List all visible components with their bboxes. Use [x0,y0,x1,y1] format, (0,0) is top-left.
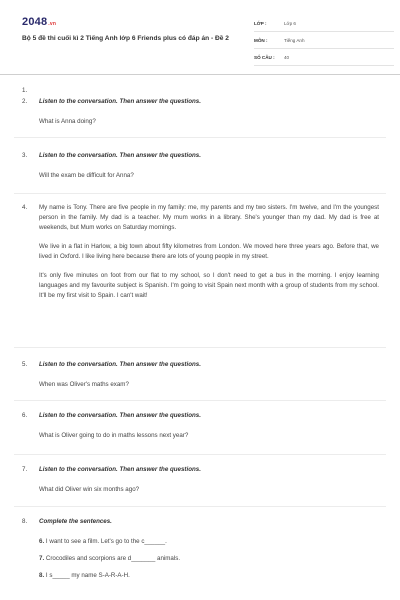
question-separator [14,400,386,401]
fill-sentence [39,554,379,564]
question-instruction: Listen to the conversation. Then answer the questions. [39,152,201,159]
fill-sentence [39,571,379,581]
question-number: 1. [22,87,28,94]
site-logo[interactable] [22,16,56,28]
meta-label: MÔN : [254,38,268,43]
passage-paragraph: My name is Tony. There are five people in my family: me, my parents and my two sisters. I'm twelve, and I'm the youngest person in the family. My dad is a teacher. My mum works in a library. She's younger than my dad. My dad is free at weekends, but Mum works on Saturday mornings. [39,204,379,231]
question-number: 6. [22,412,28,419]
meta-value: Tiếng Anh [284,38,305,43]
meta-row-subject [254,35,394,49]
sentence-text: I want to see a film. Let's go to the c______. [45,538,167,545]
question-instruction: Complete the sentences. [39,518,112,525]
question-text: When was Oliver's maths exam? [39,381,129,388]
sentence-text: Crocodiles and scorpions are d_______ animals. [45,555,181,562]
question-instruction: Listen to the conversation. Then answer the questions. [39,466,201,473]
document-title: Bộ 5 đề thi cuối kì 2 Tiếng Anh lớp 6 Friends plus có đáp án - Đề 2 [22,35,229,42]
document-header [14,12,386,70]
question-separator [14,193,386,194]
question-number: 7. [22,466,28,473]
question-number: 2. [22,98,28,105]
question-number: 8. [22,518,28,525]
meta-value: 40 [284,55,290,60]
fill-sentence [39,537,379,547]
question-number: 3. [22,152,28,159]
passage-paragraph: We live in a flat in Harlow, a big town about fifty kilometres from London. We moved here three years ago. Before that, we lived in Oxford. I like living here because there are lots of young people in my street. [39,243,379,260]
question-text: What is Anna doing? [39,118,96,125]
question-number: 4. [22,204,28,211]
meta-row-class [254,18,394,32]
question-text: Will the exam be difficult for Anna? [39,172,134,179]
question-text: What did Oliver win six months ago? [39,486,140,493]
sentence-number: 7. [39,555,45,562]
question-instruction: Listen to the conversation. Then answer the questions. [39,361,201,368]
passage-paragraph: It's only five minutes on foot from our flat to my school, so I don't need to get a bus in the morning. I enjoy learning languages and my favourite subject is Spanish. I'm going to visit Spain next month with a group of students from my school. It'll be my first visit to Spain. I can't wait! [39,272,379,299]
sentence-number: 8. [39,572,45,579]
question-number: 5. [22,361,28,368]
question-instruction: Listen to the conversation. Then answer the questions. [39,98,201,105]
meta-value: Lớp 6 [284,21,296,26]
meta-row-count [254,52,394,66]
meta-label: LỚP : [254,21,267,26]
logo-text: 2048 [22,16,48,28]
document-meta [254,18,394,69]
meta-label: SỐ CÂU : [254,55,275,60]
question-instruction: Listen to the conversation. Then answer the questions. [39,412,201,419]
question-separator [14,506,386,507]
sentence-number: 6. [39,538,45,545]
header-divider [0,74,400,75]
question-text: What is Oliver going to do in maths lessons next year? [39,432,189,439]
logo-suffix: .vn [48,21,57,27]
sentence-text: I s_____ my name S-A-R-A-H. [45,572,130,579]
question-separator [14,454,386,455]
question-separator [14,137,386,138]
question-separator [14,347,386,348]
